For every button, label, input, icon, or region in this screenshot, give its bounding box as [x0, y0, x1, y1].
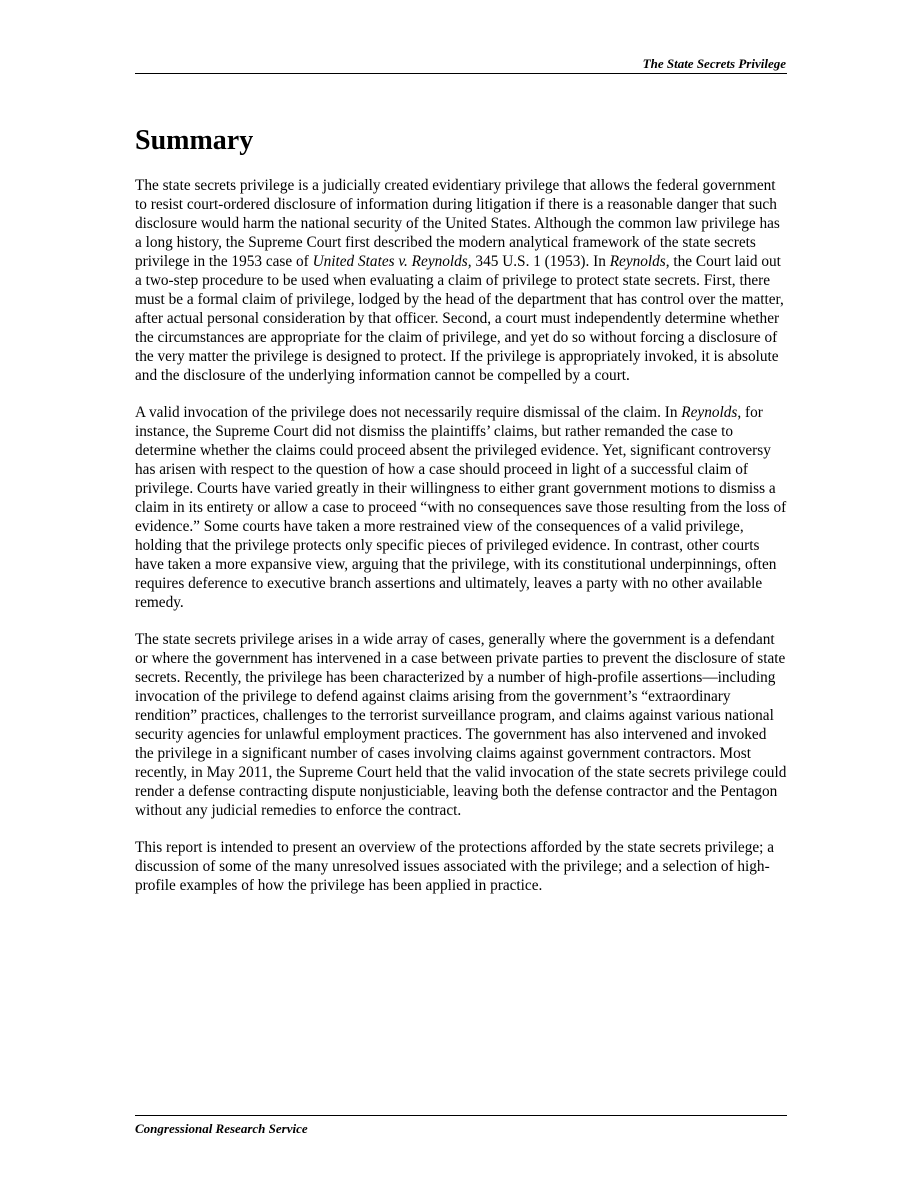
body-paragraph: [135, 403, 787, 612]
section-heading: Summary: [135, 125, 254, 156]
body-text: [135, 176, 787, 913]
text-run: , the Court laid out a two-step procedure to be used when evaluating a claim of privilege to protect state secrets. First, there must be a formal claim of privilege, lodged by the head of the department that has control over the matter, after actual personal consideration by that officer. Second, a court must independently determine whether the circumstances are appropriate for the claim of privilege, and yet do so without forcing a disclosure of the very matter the privilege is designed to protect. If the privilege is appropriately invoked, it is absolute and the disclosure of the underlying information cannot be compelled by a court.: [135, 253, 784, 384]
italic-text-run: United States v. Reynolds,: [312, 253, 472, 270]
text-run: The state secrets privilege arises in a wide array of cases, generally where the government is a defendant or where the government has intervened in a case between private parties to prevent the disclosure of state secrets. Recently, the privilege has been characterized by a number of high-profile assertions—including invocation of the privilege to defend against claims arising from the government’s “extraordinary rendition” practices, challenges to the terrorist surveillance program, and claims against various national security agencies for unlawful employment practices. The government has also intervened and invoked the privilege in a significant number of cases involving claims against government contractors. Most recently, in May 2011, the Supreme Court held that the valid invocation of the state secrets privilege could render a defense contracting dispute nonjusticiable, leaving both the defense contractor and the Pentagon without any judicial remedies to enforce the contract.: [135, 631, 787, 819]
running-header-title: The State Secrets Privilege: [642, 56, 786, 71]
body-paragraph: [135, 838, 787, 895]
running-header: [135, 57, 787, 74]
text-run: This report is intended to present an overview of the protections afforded by the state secrets privilege; a discussion of some of the many unresolved issues associated with the privilege; and a selection of high-profile examples of how the privilege has been applied in practice.: [135, 839, 775, 894]
text-run: , for instance, the Supreme Court did not dismiss the plaintiffs’ claims, but rather remanded the case to determine whether the claims could proceed absent the privileged evidence. Yet, significant controversy has arisen with respect to the question of how a case should proceed in light of a successful claim of privilege. Courts have varied greatly in their willingness to either grant government motions to dismiss a claim in its entirety or allow a case to proceed “with no consequences save those resulting from the loss of evidence.” Some courts have taken a more restrained view of the consequences of a valid privilege, holding that the privilege protects only specific pieces of privileged evidence. In contrast, other courts have taken a more expansive view, arguing that the privilege, with its constitutional underpinnings, often requires deference to executive branch assertions and ultimately, leaves a party with no other available remedy.: [135, 404, 787, 611]
text-run: 345 U.S. 1 (1953). In: [471, 253, 610, 270]
italic-text-run: Reynolds: [681, 404, 738, 421]
text-run: The state secrets privilege is a judicially created evidentiary privilege that allows the federal government to resist court-ordered disclosure of information during litigation if there is a reasonable danger that such disclosure would harm the national security of the United States. Although the common law privilege has a long history, the Supreme Court first described the modern analytical framework of the state secrets privilege in the 1953 case of: [135, 177, 780, 270]
page-footer: [135, 1115, 787, 1137]
footer-source: Congressional Research Service: [135, 1121, 308, 1136]
body-paragraph: [135, 176, 787, 385]
italic-text-run: Reynolds: [609, 253, 666, 270]
text-run: A valid invocation of the privilege does not necessarily require dismissal of the claim. In: [135, 404, 682, 421]
body-paragraph: [135, 630, 787, 820]
